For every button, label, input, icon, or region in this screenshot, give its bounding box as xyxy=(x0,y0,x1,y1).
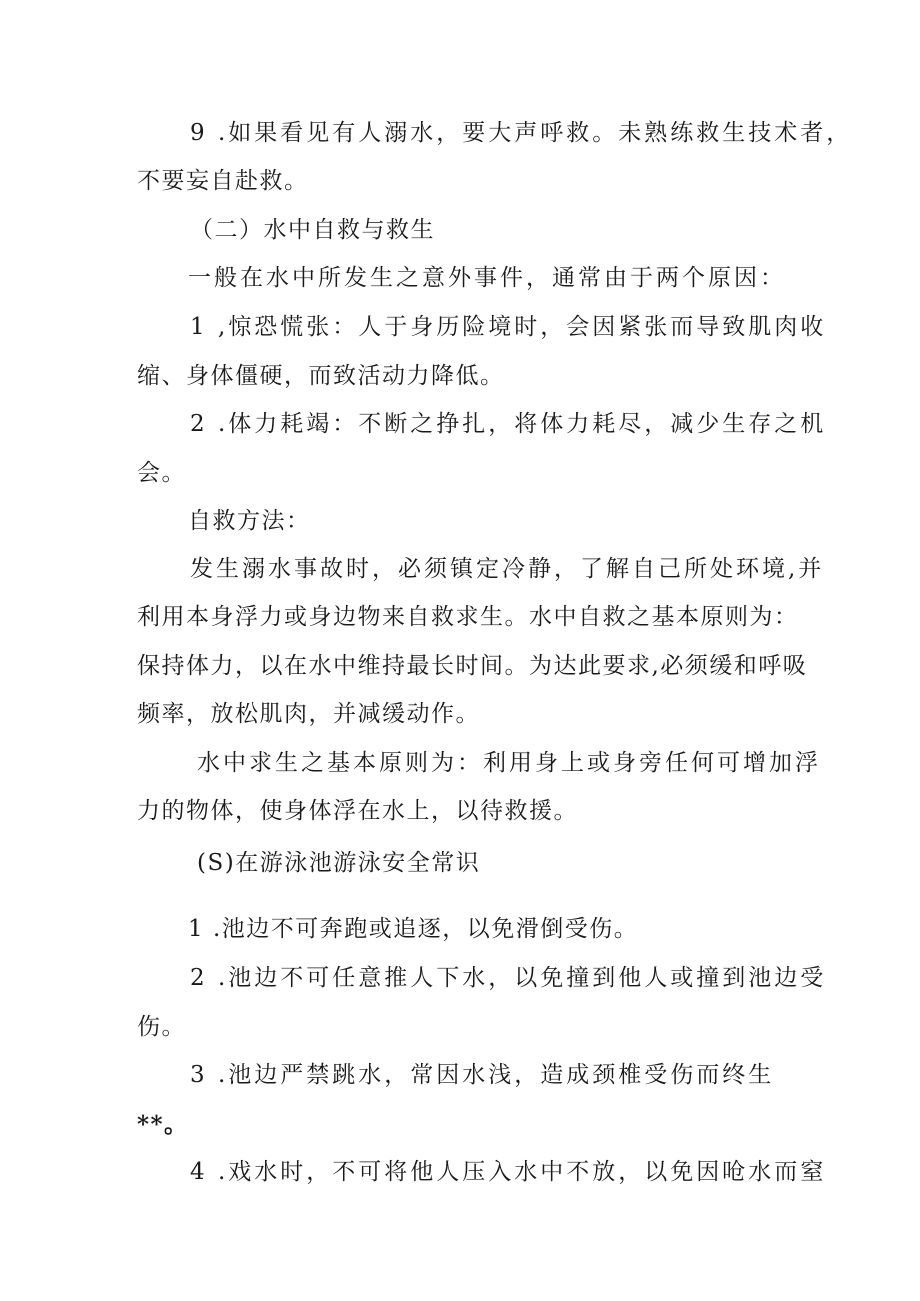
paragraph-line: 发生溺水事故时，必须镇定冷静，了解自己所处环境,并 xyxy=(190,556,825,582)
paragraph-line: 水中求生之基本原则为：利用身上或身旁任何可增加浮 xyxy=(197,750,821,776)
list-item-continuation: **。 xyxy=(137,1111,189,1138)
list-item: 3 .池边严禁跳水，常因水浅，造成颈椎受伤而终生 xyxy=(190,1062,775,1088)
paragraph-line: 1 ,惊恐慌张：人于身历险境时，会因紧张而导致肌肉收 xyxy=(190,314,827,340)
section-heading: (S)在游泳池游泳安全常识 xyxy=(197,850,481,876)
paragraph-line: 2 .体力耗竭：不断之挣扎，将体力耗尽，减少生存之机 xyxy=(190,411,827,437)
list-item: 2 .池边不可任意推人下水，以免撞到他人或撞到池边受 xyxy=(190,965,827,991)
section-heading: （二）水中自救与救生 xyxy=(190,217,435,243)
paragraph-line: 不要妄自赴救。 xyxy=(137,168,309,194)
paragraph-line: 9 .如果看见有人溺水，要大声呼救。未熟练救生技术者， xyxy=(190,120,853,146)
paragraph-line: 一般在水中所发生之意外事件，通常由于两个原因： xyxy=(188,265,786,291)
subheading: 自救方法： xyxy=(188,508,311,534)
paragraph-line: 力的物体，使身体浮在水上，以待救援。 xyxy=(137,798,578,824)
paragraph-line: 利用本身浮力或身边物来自救求生。水中自救之基本原则为： xyxy=(137,604,799,630)
paragraph-line: 保持体力，以在水中维持最长时间。为达此要求,必须缓和呼吸 xyxy=(137,653,808,679)
list-item: 4 .戏水时，不可将他人压入水中不放，以免因呛水而窒 xyxy=(190,1159,827,1185)
paragraph-line: 频率，放松肌肉，并减缓动作。 xyxy=(137,701,480,727)
list-item: 1 .池边不可奔跑或追逐，以免滑倒受伤。 xyxy=(188,916,639,942)
paragraph-line: 缩、身体僵硬，而致活动力降低。 xyxy=(137,363,505,389)
list-item-continuation: 伤。 xyxy=(137,1014,186,1040)
paragraph-line: 会。 xyxy=(137,460,186,486)
